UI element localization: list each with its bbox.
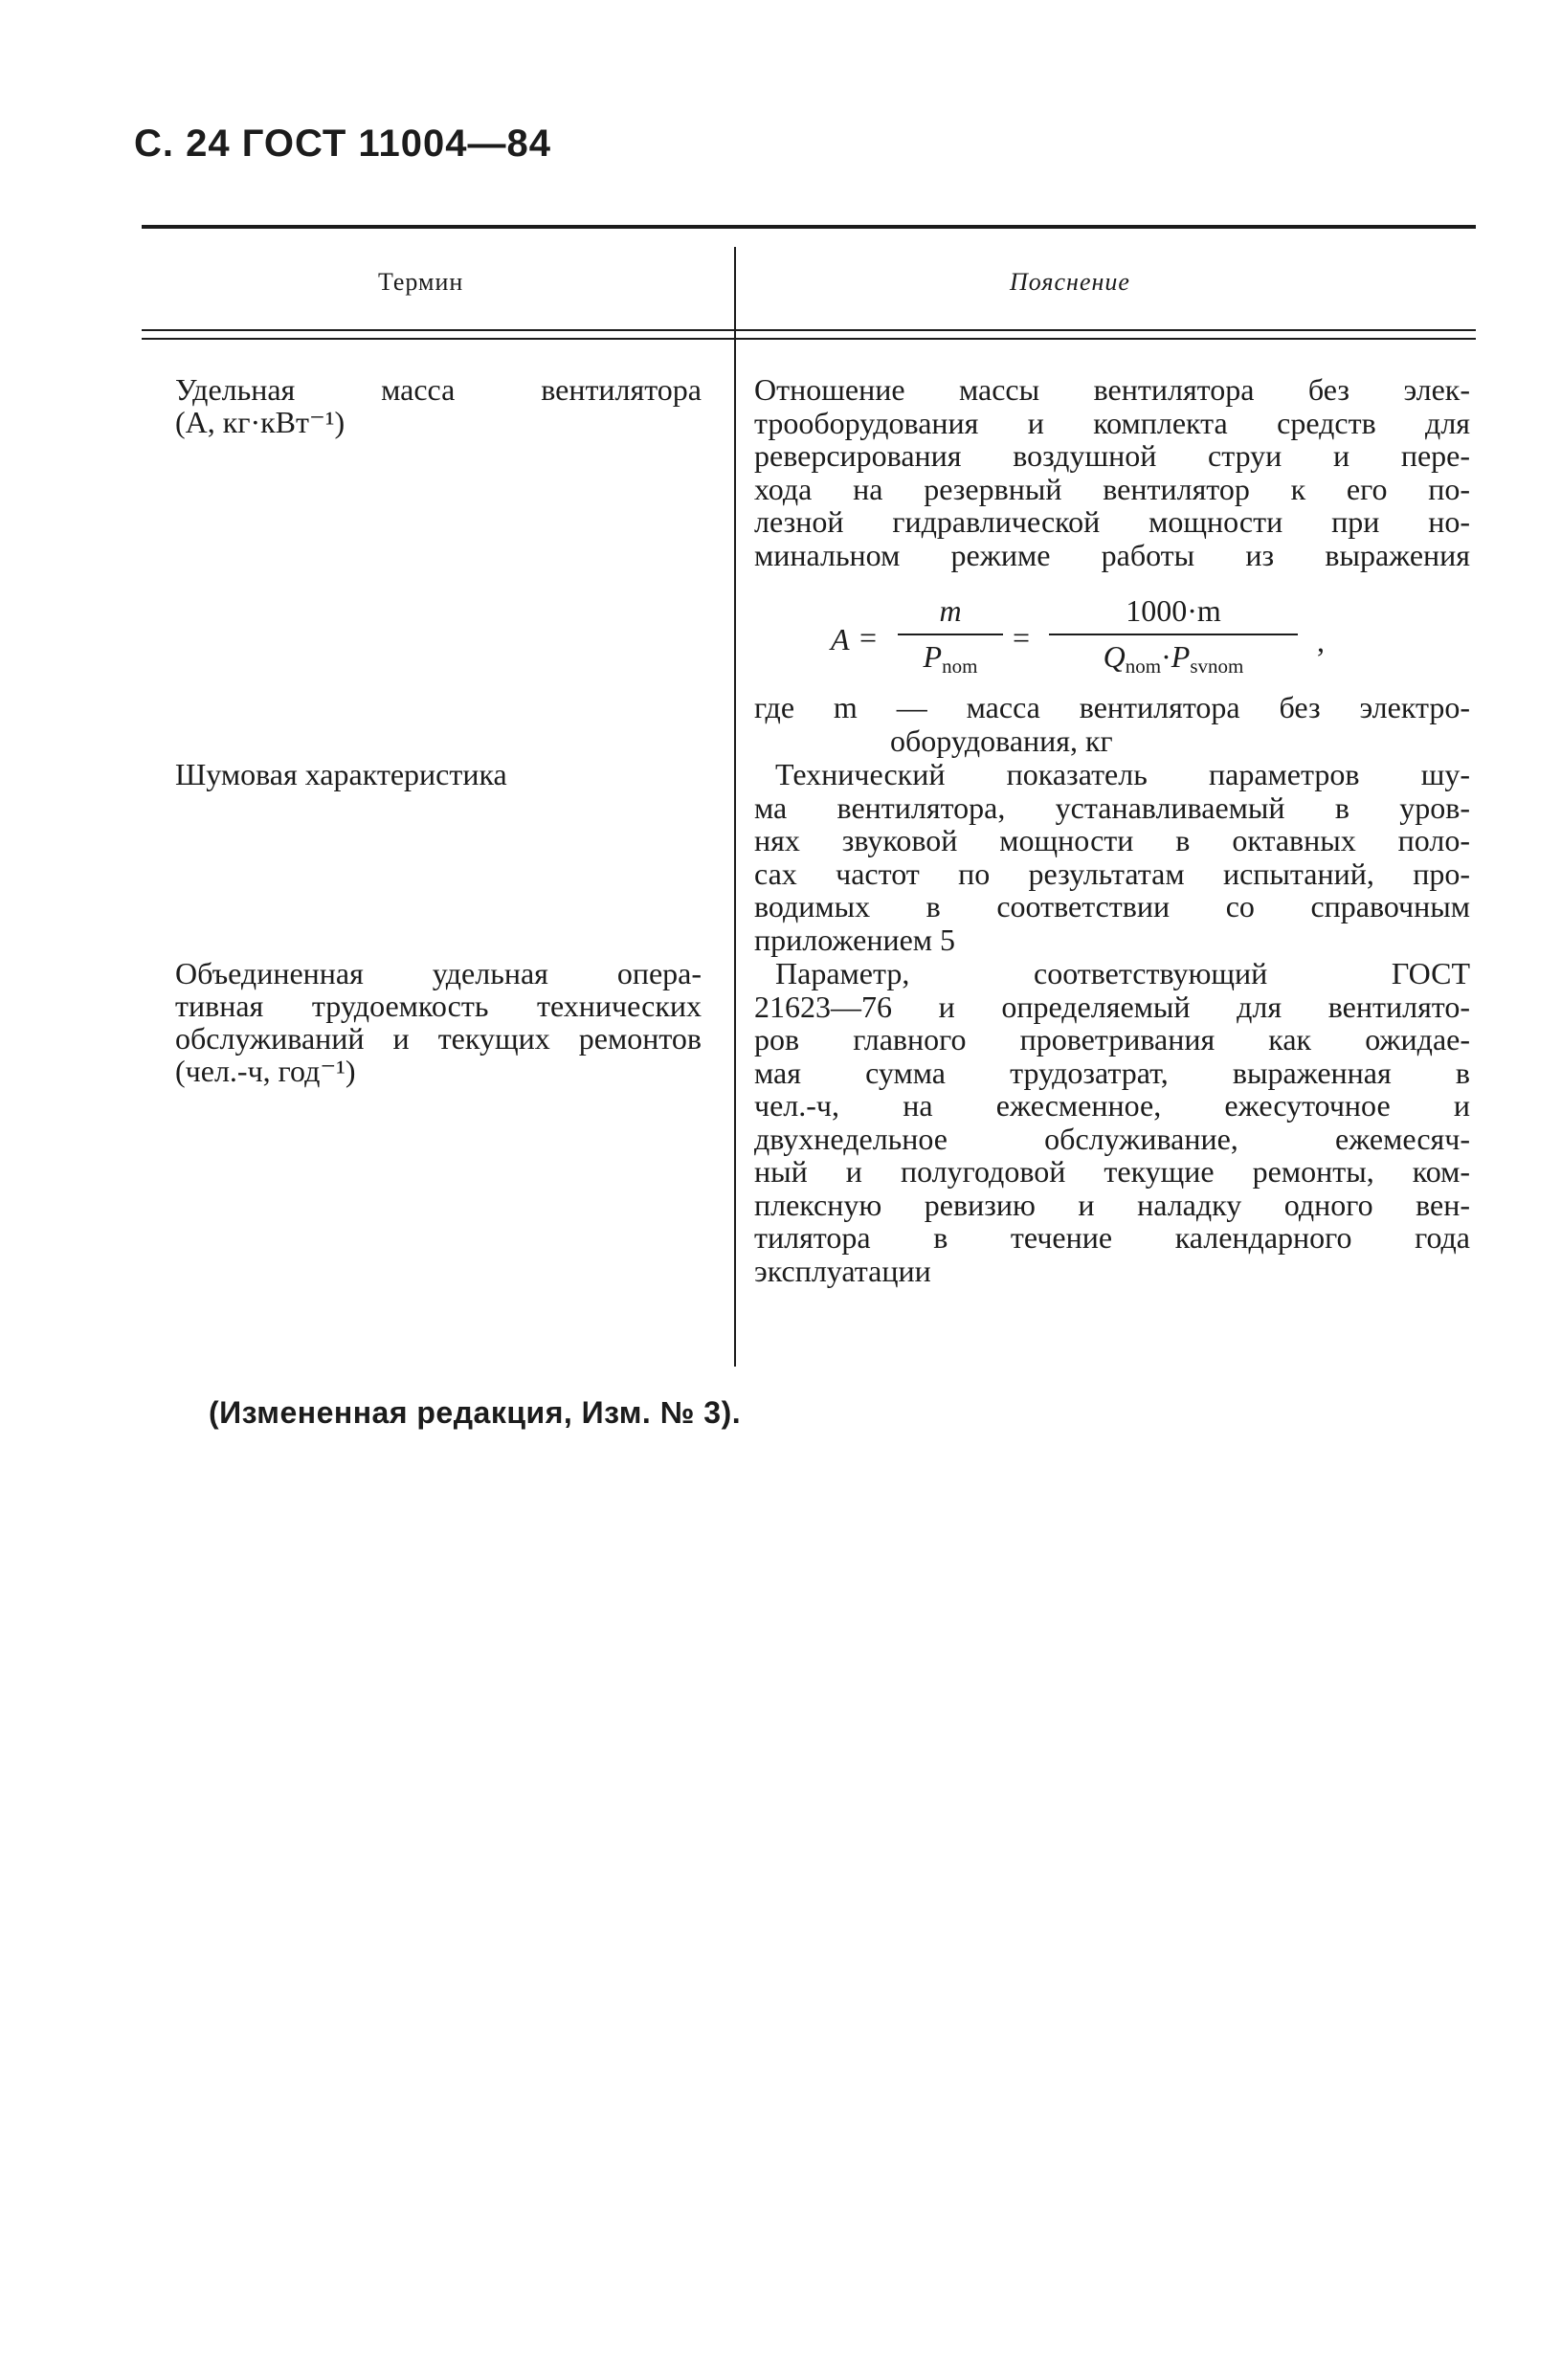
term-line: (A, кг·кВт⁻¹) bbox=[175, 405, 346, 439]
explanation-line: 21623—76 и определяемый для вентилято- bbox=[754, 989, 1470, 1024]
term-line: тивная трудоемкость технических bbox=[175, 989, 702, 1023]
explanation-line: мая сумма трудозатрат, выраженная в bbox=[754, 1055, 1470, 1090]
explanation-line: ма вентилятора, устанавливаемый в уров- bbox=[754, 790, 1470, 825]
formula-lhs: A bbox=[831, 622, 850, 656]
formula-equals: = bbox=[859, 620, 878, 655]
table-top-rule bbox=[142, 225, 1476, 229]
explanation-line: ров главного проветривания как ожидае- bbox=[754, 1022, 1470, 1057]
formula-specific-mass bbox=[831, 591, 1367, 679]
explanation-line: хода на резервный вентилятор к его по- bbox=[754, 471, 1470, 506]
explanation-line: реверсирования воздушной струи и пере- bbox=[754, 438, 1470, 473]
explanation-line: сах частот по результатам испытаний, про- bbox=[754, 856, 1470, 891]
term-line: Объединенная удельная опера- bbox=[175, 956, 702, 990]
formula-comma: , bbox=[1317, 624, 1325, 658]
column-header-term: Термин bbox=[378, 268, 464, 296]
fraction-2-numerator: 1000·m bbox=[1126, 593, 1221, 628]
formula-equals: = bbox=[1013, 620, 1031, 655]
explanation-specific-mass bbox=[754, 373, 1470, 571]
fraction-1-denominator: $P_{nom}$ bbox=[923, 639, 978, 678]
header-bottom-rule-1 bbox=[142, 329, 1476, 331]
column-header-explanation: Пояснение bbox=[1010, 268, 1130, 296]
explanation-labor-intensity bbox=[754, 957, 1470, 1287]
explanation-noise-characteristic bbox=[754, 758, 1470, 956]
term-labor-intensity bbox=[175, 957, 702, 1087]
explanation-line: приложением 5 bbox=[754, 922, 956, 957]
explanation-line: водимых в соответствии со справочным bbox=[754, 889, 1470, 923]
explanation-line: ный и полугодовой текущие ремонты, ком- bbox=[754, 1154, 1470, 1189]
explanation-line: где m — масса вентилятора без электро- bbox=[754, 690, 1470, 724]
explanation-line: лезной гидравлической мощности при но- bbox=[754, 504, 1470, 539]
column-divider bbox=[734, 247, 736, 1367]
explanation-line: нях звуковой мощности в октавных поло- bbox=[754, 823, 1470, 857]
term-specific-mass bbox=[175, 373, 702, 438]
term-line: (чел.-ч, год⁻¹) bbox=[175, 1054, 356, 1088]
header-bottom-rule-2 bbox=[142, 338, 1476, 340]
term-noise-characteristic bbox=[175, 758, 702, 790]
fraction-1-numerator: m bbox=[939, 593, 962, 628]
explanation-line: плексную ревизию и наладку одного вен- bbox=[754, 1187, 1470, 1222]
term-line: обслуживаний и текущих ремонтов bbox=[175, 1021, 702, 1056]
explanation-line: Отношение массы вентилятора без элек- bbox=[754, 372, 1470, 407]
explanation-line: оборудования, кг bbox=[890, 723, 1113, 758]
explanation-line: чел.-ч, на ежесменное, ежесуточное и bbox=[754, 1088, 1470, 1123]
explanation-line: Технический показатель параметров шу- bbox=[775, 757, 1470, 791]
formula-fraction-1 bbox=[898, 591, 1003, 678]
explanation-line: Параметр, соответствующий ГОСТ bbox=[775, 956, 1470, 990]
formula-fraction-2 bbox=[1049, 591, 1298, 678]
explanation-line: тилятора в течение календарного года bbox=[754, 1220, 1470, 1255]
formula-where-clause bbox=[754, 691, 1470, 757]
page-header: С. 24 ГОСТ 11004—84 bbox=[134, 122, 551, 165]
explanation-line: минальном режиме работы из выражения bbox=[754, 537, 1470, 572]
term-line: Шумовая характеристика bbox=[175, 757, 507, 791]
term-line: Удельная масса вентилятора bbox=[175, 372, 702, 407]
fraction-2-denominator: $Q_{nom}\cdot P_{svnom}$ bbox=[1103, 639, 1244, 678]
explanation-line: эксплуатации bbox=[754, 1253, 931, 1288]
amendment-note: (Измененная редакция, Изм. № 3). bbox=[209, 1395, 742, 1430]
explanation-line: двухнедельное обслуживание, ежемесяч- bbox=[754, 1121, 1470, 1156]
explanation-line: трооборудования и комплекта средств для bbox=[754, 405, 1470, 440]
